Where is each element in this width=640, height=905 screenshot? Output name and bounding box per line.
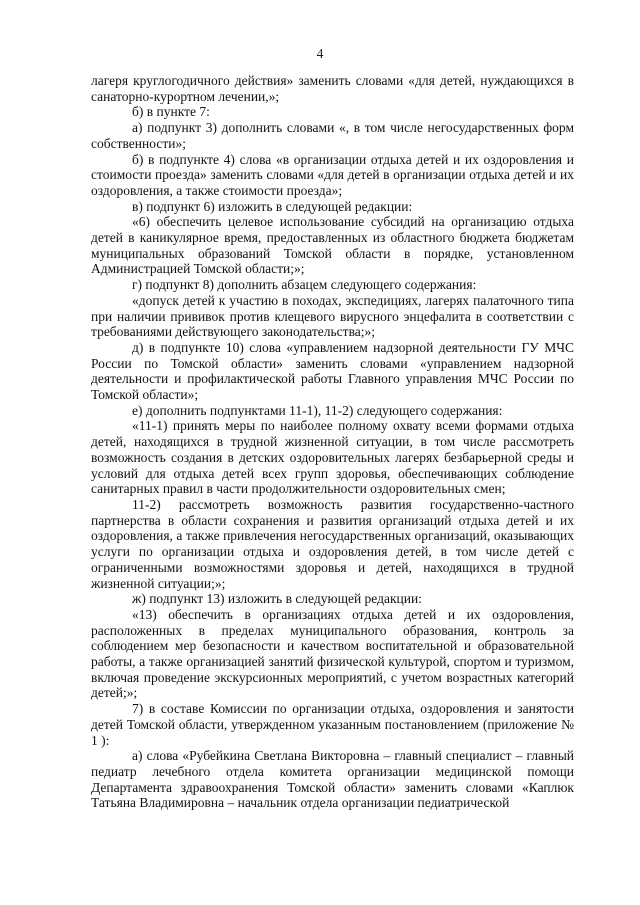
paragraph: а) слова «Рубейкина Светлана Викторовна – главный специалист – главный педиатр лечебного отдела комитета организации медицинской помощи Департамента здравоохранения Томской области» заменить словами «Каплюк Татьяна Владимировна – начальник отдела организации педиатрической <box>91 748 574 811</box>
paragraph: «11-1) принять меры по наиболее полному охвату всеми формами отдыха детей, находящихся в трудной жизненной ситуации, в том числе рассмотреть возможность создания в детских оздоровительных лагерях безбарьерной среды и условий для отдыха детей всех групп здоровья, обеспечивающих соблюдение санитарных правил в части продолжительности оздоровительных смен; <box>91 418 574 497</box>
paragraph: г) подпункт 8) дополнить абзацем следующего содержания: <box>132 277 477 293</box>
paragraph: «допуск детей к участию в походах, экспедициях, лагерях палаточного типа при наличии прививок против клещевого вирусного энцефалита в соответствии с требованиями действующего законодательства;»; <box>91 292 574 340</box>
paragraph: б) в подпункте 4) слова «в организации отдыха детей и их оздоровления и стоимости проезда» заменить словами «для детей в организации отдыха детей и их оздоровления, а также стоимости проезда»; <box>91 151 574 198</box>
document-body <box>91 73 574 811</box>
paragraph: лагеря круглогодичного действия» заменить словами «для детей, нуждающихся в санаторно-курортном лечении,»; <box>91 73 574 104</box>
page-number: 4 <box>316 46 324 61</box>
paragraph: «6) обеспечить целевое использование субсидий на организацию отдыха детей в каникулярное время, предоставленных из областного бюджета бюджетам муниципальных образований Томской области в порядке, установленном Администрацией Томской области;»; <box>91 214 574 277</box>
paragraph: в) подпункт 6) изложить в следующей редакции: <box>132 198 413 214</box>
paragraph: б) в пункте 7: <box>132 104 210 120</box>
paragraph: е) дополнить подпунктами 11-1), 11-2) следующего содержания: <box>132 402 503 418</box>
paragraph: 7) в составе Комиссии по организации отдыха, оздоровления и занятости детей Томской области, утвержденном указанным постановлением (приложение № 1 ): <box>91 701 574 748</box>
paragraph: 11-2) рассмотреть возможность развития государственно-частного партнерства в области сохранения и развития организаций отдыха детей и их оздоровления, а также привлечения негосударственных организаций, оказывающих услуги по организации отдыха и оздоровления детей, в том числе детей с ограниченными возможностями здоровья и детей, находящихся в трудной жизненной ситуации;»; <box>91 496 574 591</box>
paragraph: «13) обеспечить в организациях отдыха детей и их оздоровления, расположенных в пределах муниципального образования, контроль за соблюдением мер безопасности и качеством воспитательной и образовательной работы, а также организацией занятий физической культурой, спортом и туризмом, включая проведение экскурсионных мероприятий, с учетом возрастных категорий детей;»; <box>91 606 574 701</box>
paragraph: д) в подпункте 10) слова «управлением надзорной деятельности ГУ МЧС России по Томской области» заменить словами «управлением надзорной деятельности и профилактической работы Главного управления МЧС России по Томской области»; <box>91 339 574 403</box>
paragraph: а) подпункт 3) дополнить словами «, в том числе негосударственных форм собственности»; <box>91 120 574 151</box>
paragraph: ж) подпункт 13) изложить в следующей редакции: <box>132 591 422 607</box>
